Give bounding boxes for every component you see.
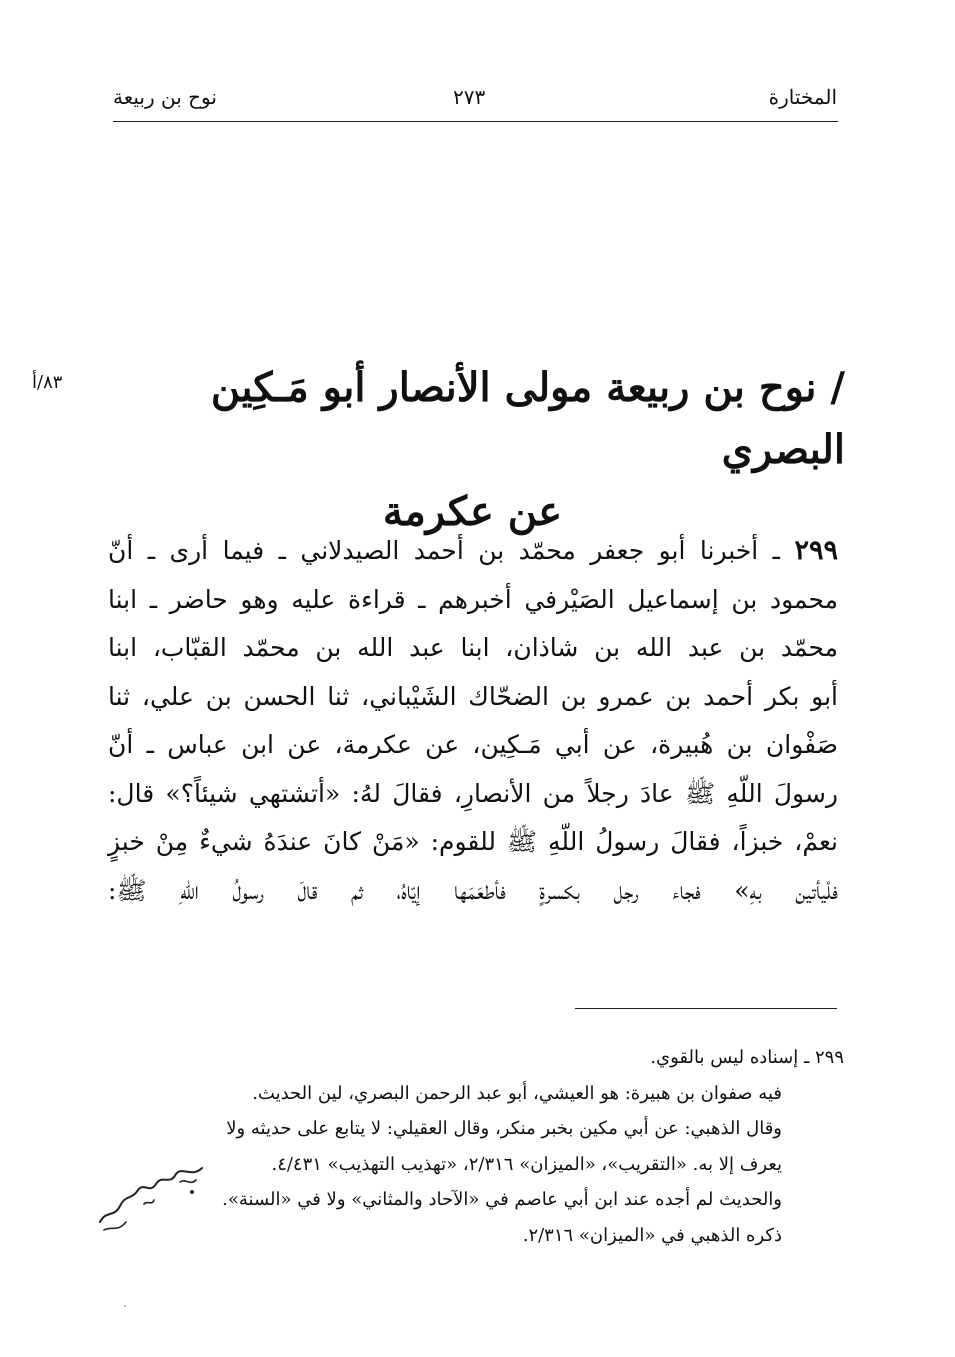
footnote-line: ذكره الذهبي في «الميزان» ٢/٣١٦.: [522, 1224, 782, 1246]
footnote-line: فيه صفوان بن هبيرة: هو العيشي، أبو عبد الرحمن البصري، لين الحديث.: [252, 1082, 782, 1104]
hadith-line: رسولَ اللّهِ ﷺ عادَ رجلاً من الأنصارِ، فقالَ لهُ: «أتشتهي شيئاً؟» قال:: [108, 778, 838, 808]
header-rule: [113, 121, 838, 122]
handwritten-signature: [92, 1160, 212, 1235]
footnote-line: يعرف إلا به. «التقريب»، «الميزان» ٢/٣١٦، «تهذيب التهذيب» ٤/٤٣١.: [271, 1153, 782, 1175]
footnote-line: والحديث لم أجده عند ابن أبي عاصم في «الآحاد والمثاني» ولا في «السنة».: [222, 1189, 782, 1210]
hadith-line: فلْيأتين بهِ» فجاء رجل بكسرةٍ فأطعَمَها إيّاهُ، ثم قالَ رسولُ اللّهِ ﷺ:: [108, 875, 838, 905]
manuscript-folio-note: ٨٣/أ: [32, 372, 63, 393]
chapter-title-line-2: عن عكرمة: [382, 488, 563, 535]
hadith-text: [108, 527, 838, 915]
footnotes: [108, 1040, 844, 1253]
footnote-rule: [575, 1008, 837, 1009]
chapter-title-line-1: / نوح بن ربيعة مولى الأنصار أبو مَـكِين البصري: [210, 364, 845, 473]
hadith-line: محمّد بن عبد الله بن شاذان، ابنا عبد الله بن محمّد القبّاب، ابنا: [108, 633, 838, 662]
page-number: ٢٧٣: [453, 85, 486, 109]
hadith-number: ٢٩٩: [794, 535, 838, 566]
page-speck: [124, 1305, 126, 1307]
running-header-right: المختارة: [768, 85, 837, 109]
running-header-left: نوح بن ربيعة: [113, 85, 217, 109]
hadith-line: أبو بكر أحمد بن عمرو بن الضحّاك الشَيْباني، ثنا الحسن بن علي، ثنا: [108, 681, 838, 711]
hadith-line: نعمْ، خبزاً، فقالَ رسولُ اللّهِ ﷺ للقوم: «مَنْ كانَ عندَهُ شيءٌ مِنْ خبزٍ: [108, 827, 838, 856]
footnote-line: وقال الذهبي: عن أبي مكين بخبر منكر، وقال العقيلي: لا يتابع على حديثه ولا: [226, 1118, 782, 1139]
hadith-line: محمود بن إسماعيل الصَيْرفي أخبرهم ـ قراءة عليه وهو حاضر ـ ابنا: [108, 584, 838, 614]
chapter-title: [100, 357, 845, 543]
hadith-line: صَفْوان بن هُبيرة، عن أبي مَـكِين، عن عكرمة، عن ابن عباس ـ أنّ: [108, 730, 838, 759]
footnote-line: ٢٩٩ ـ إسناده ليس بالقوي.: [650, 1047, 844, 1068]
hadith-line: ٢٩٩ ـ أخبرنا أبو جعفر محمّد بن أحمد الصيدلاني ـ فيما أرى ـ أنّ: [108, 535, 838, 566]
